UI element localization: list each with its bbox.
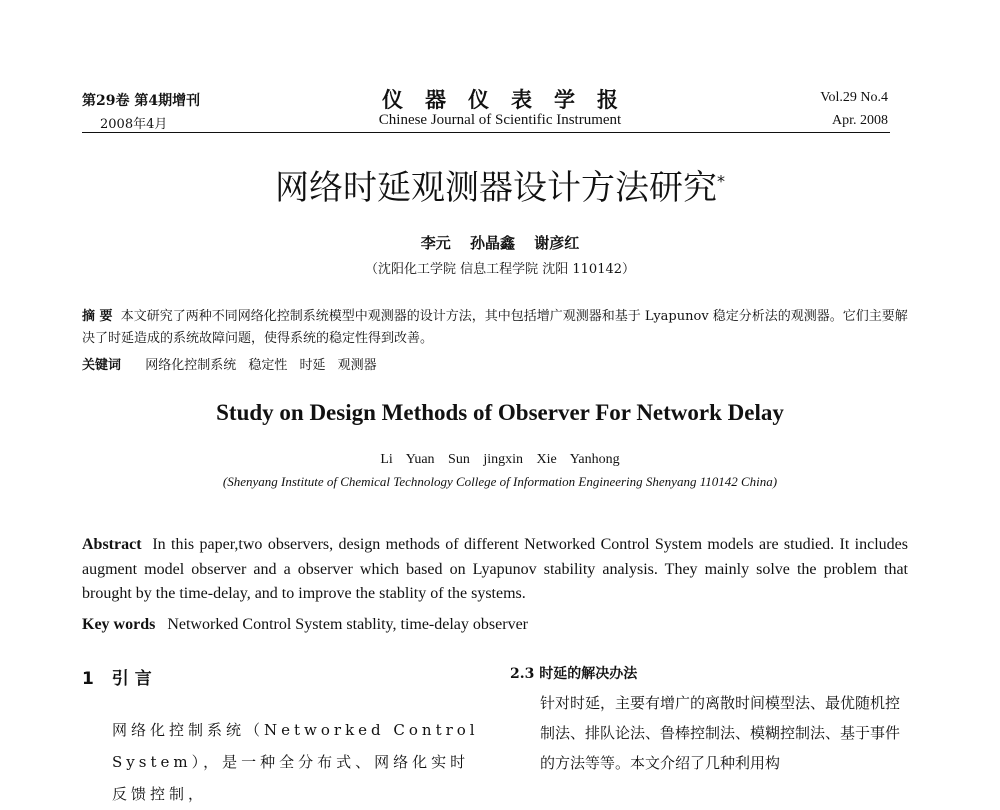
keywords-en-label: Key words: [82, 616, 156, 633]
section-2-3-paragraph: 针对时延，主要有增广的离散时间模型法、最优随机控制法、排队论法、鲁棒控制法、模糊控制法、基于事件的方法等等。本文介绍了几种利用构: [540, 694, 901, 772]
keywords-cn-text: 网络化控制系统 稳定性 时延 观测器: [145, 358, 377, 373]
paper-title-en: Study on Design Methods of Observer For Network Delay: [216, 400, 784, 425]
volume-en: Vol.29 No.4: [820, 90, 888, 105]
volume-issue: 第29卷 第4期增刊: [82, 93, 201, 109]
journal-name-en: Chinese Journal of Scientific Instrument: [378, 112, 622, 128]
authors-en: Li Yuan Sun jingxin Xie Yanhong: [380, 452, 620, 467]
abstract-en-label: Abstract: [82, 536, 142, 553]
keywords-cn: [82, 354, 377, 373]
affiliation-cn: （沈阳化工学院 信息工程学院 沈阳 110142）: [364, 262, 636, 277]
abstract-cn-text: 本文研究了两种不同网络化控制系统模型中观测器的设计方法，其中包括增广观测器和基于 Lyapunov 稳定分析法的观测器。它们主要解决了时延造成的系统故障问题，使得系统的稳定性得到改善。: [82, 309, 908, 346]
abstract-cn: [82, 306, 908, 350]
section-1-body: [82, 714, 488, 810]
paper-title-cn-text: 网络时延观测器设计方法研究: [275, 168, 717, 208]
keywords-en: [82, 616, 528, 634]
issue-date-cn: 2008年4月: [100, 117, 168, 132]
authors-cn: 李元 孙晶鑫 谢彦红: [420, 234, 580, 252]
section-2-3-heading: 2.3 时延的解决办法: [510, 666, 638, 682]
abstract-cn-label: 摘 要: [82, 309, 113, 324]
section-1-heading: 1 引言: [82, 669, 158, 689]
keywords-en-text: Networked Control System stablity, time-delay observer: [167, 616, 528, 633]
affiliation-en: (Shenyang Institute of Chemical Technology College of Information Engineering Shenyang 110142 China): [222, 474, 778, 489]
paper-title-cn: [0, 160, 1000, 209]
header-rule: [82, 132, 890, 133]
journal-name-cn: 仪器仪表学报: [382, 87, 640, 112]
abstract-en: [82, 533, 908, 607]
keywords-cn-label: 关键词: [82, 358, 122, 373]
issue-date-en: Apr. 2008: [832, 113, 888, 128]
title-footnote-mark: *: [717, 171, 725, 191]
section-2-3-body: [510, 688, 908, 778]
section-1-paragraph: 网络化控制系统（Networked Control System），是一种全分布式、网络化实时反馈控制，: [112, 721, 479, 803]
abstract-en-text: In this paper,two observers, design methods of different Networked Control System models are studied. It includes augment model observer and a observer which based on Lyapunov stability analysis. They mainly solve the problem that brought by the time-delay, and to improve the stablity of the systems.: [82, 536, 909, 602]
